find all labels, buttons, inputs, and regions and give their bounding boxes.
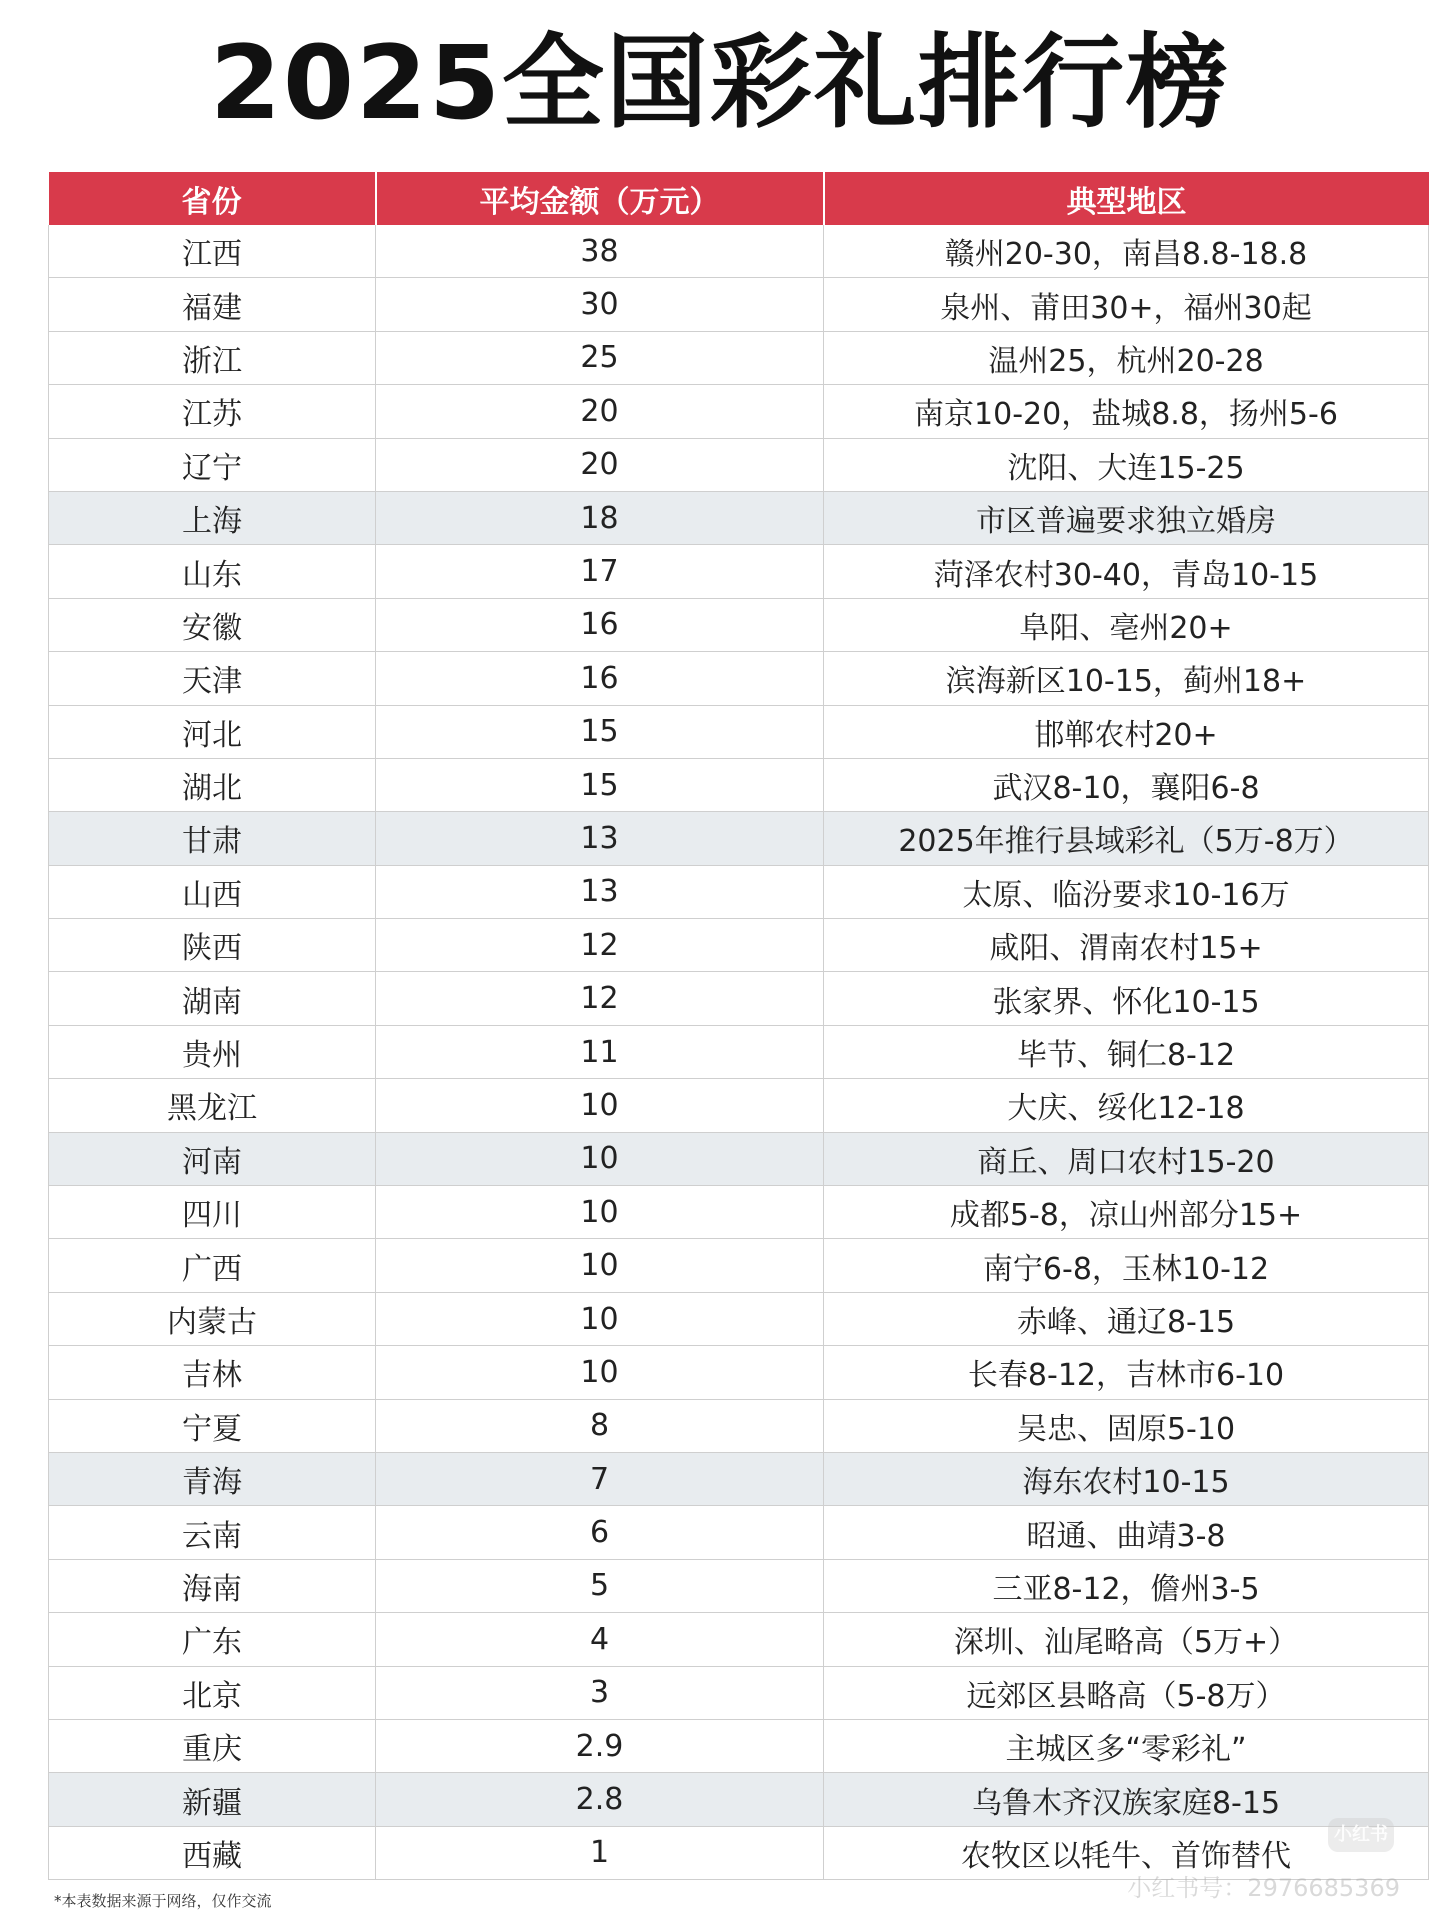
cell-amount: 2.8 (376, 1773, 824, 1826)
ranking-table (48, 172, 1429, 1880)
cell-amount: 4 (376, 1613, 824, 1666)
footnote: *本表数据来源于网络，仅作交流 (54, 1892, 272, 1910)
table-header (49, 172, 1429, 225)
table-row (49, 1292, 1429, 1345)
cell-regions: 吴忠、固原5-10 (824, 1399, 1429, 1452)
cell-amount: 10 (376, 1132, 824, 1185)
cell-province: 上海 (49, 491, 376, 544)
cell-province: 四川 (49, 1186, 376, 1239)
cell-amount: 10 (376, 1186, 824, 1239)
cell-regions: 成都5-8，凉山州部分15+ (824, 1186, 1429, 1239)
watermark-logo: 小红书 (1328, 1818, 1394, 1852)
table-row (49, 705, 1429, 758)
cell-regions: 赣州20-30，南昌8.8-18.8 (824, 225, 1429, 278)
ranking-table-container (48, 172, 1428, 1880)
cell-province: 江西 (49, 225, 376, 278)
cell-regions: 南京10-20，盐城8.8，扬州5-6 (824, 385, 1429, 438)
cell-amount: 38 (376, 225, 824, 278)
page-title: 2025全国彩礼排行榜 (210, 24, 1230, 143)
cell-amount: 7 (376, 1452, 824, 1505)
cell-province: 青海 (49, 1452, 376, 1505)
cell-amount: 12 (376, 972, 824, 1025)
cell-amount: 16 (376, 598, 824, 651)
cell-province: 云南 (49, 1506, 376, 1559)
cell-regions: 泉州、莆田30+，福州30起 (824, 278, 1429, 331)
table-row (49, 385, 1429, 438)
table-row (49, 1079, 1429, 1132)
column-header-province: 省份 (49, 172, 376, 225)
cell-amount: 25 (376, 331, 824, 384)
cell-amount: 12 (376, 919, 824, 972)
cell-regions: 邯郸农村20+ (824, 705, 1429, 758)
cell-province: 安徽 (49, 598, 376, 651)
table-row (49, 652, 1429, 705)
cell-amount: 13 (376, 865, 824, 918)
table-row (49, 972, 1429, 1025)
cell-province: 宁夏 (49, 1399, 376, 1452)
cell-amount: 16 (376, 652, 824, 705)
cell-province: 重庆 (49, 1719, 376, 1772)
cell-province: 河南 (49, 1132, 376, 1185)
cell-regions: 远郊区县略高（5-8万） (824, 1666, 1429, 1719)
cell-amount: 1 (376, 1826, 824, 1879)
cell-amount: 10 (376, 1079, 824, 1132)
header-row (49, 172, 1429, 225)
table-row (49, 1239, 1429, 1292)
cell-regions: 阜阳、亳州20+ (824, 598, 1429, 651)
cell-regions: 大庆、绥化12-18 (824, 1079, 1429, 1132)
cell-regions: 赤峰、通辽8-15 (824, 1292, 1429, 1345)
cell-province: 吉林 (49, 1346, 376, 1399)
cell-province: 海南 (49, 1559, 376, 1612)
cell-amount: 11 (376, 1025, 824, 1078)
table-row (49, 1506, 1429, 1559)
cell-amount: 2.9 (376, 1719, 824, 1772)
table-row (49, 598, 1429, 651)
cell-province: 浙江 (49, 331, 376, 384)
cell-regions: 毕节、铜仁8-12 (824, 1025, 1429, 1078)
table-row (49, 545, 1429, 598)
cell-regions: 太原、临汾要求10-16万 (824, 865, 1429, 918)
cell-regions: 深圳、汕尾略高（5万+） (824, 1613, 1429, 1666)
table-row (49, 865, 1429, 918)
cell-regions: 三亚8-12，儋州3-5 (824, 1559, 1429, 1612)
table-row (49, 1719, 1429, 1772)
table-row (49, 278, 1429, 331)
table-row (49, 1452, 1429, 1505)
cell-amount: 10 (376, 1346, 824, 1399)
cell-province: 湖南 (49, 972, 376, 1025)
table-body (49, 225, 1429, 1880)
cell-amount: 18 (376, 491, 824, 544)
table-row (49, 1186, 1429, 1239)
watermark-text: 小红书号：2976685369 (1127, 1874, 1400, 1902)
cell-regions: 商丘、周口农村15-20 (824, 1132, 1429, 1185)
cell-regions: 市区普遍要求独立婚房 (824, 491, 1429, 544)
cell-province: 辽宁 (49, 438, 376, 491)
cell-amount: 20 (376, 385, 824, 438)
cell-regions: 乌鲁木齐汉族家庭8-15 (824, 1773, 1429, 1826)
cell-amount: 10 (376, 1239, 824, 1292)
cell-amount: 8 (376, 1399, 824, 1452)
cell-province: 西藏 (49, 1826, 376, 1879)
cell-province: 陕西 (49, 919, 376, 972)
cell-amount: 30 (376, 278, 824, 331)
table-row (49, 1613, 1429, 1666)
cell-province: 贵州 (49, 1025, 376, 1078)
cell-regions: 农牧区以牦牛、首饰替代 (824, 1826, 1429, 1879)
table-row (49, 225, 1429, 278)
cell-amount: 13 (376, 812, 824, 865)
cell-province: 天津 (49, 652, 376, 705)
table-row (49, 1773, 1429, 1826)
table-row (49, 812, 1429, 865)
cell-regions: 海东农村10-15 (824, 1452, 1429, 1505)
table-row (49, 438, 1429, 491)
cell-regions: 咸阳、渭南农村15+ (824, 919, 1429, 972)
column-header-amount: 平均金额（万元） (376, 172, 824, 225)
table-row (49, 1132, 1429, 1185)
cell-amount: 5 (376, 1559, 824, 1612)
cell-amount: 10 (376, 1292, 824, 1345)
cell-regions: 昭通、曲靖3-8 (824, 1506, 1429, 1559)
table-row (49, 331, 1429, 384)
cell-amount: 6 (376, 1506, 824, 1559)
cell-amount: 20 (376, 438, 824, 491)
table-row (49, 1399, 1429, 1452)
table-row (49, 1025, 1429, 1078)
table-row (49, 919, 1429, 972)
cell-regions: 张家界、怀化10-15 (824, 972, 1429, 1025)
cell-amount: 17 (376, 545, 824, 598)
cell-regions: 滨海新区10-15，蓟州18+ (824, 652, 1429, 705)
cell-province: 内蒙古 (49, 1292, 376, 1345)
cell-regions: 长春8-12，吉林市6-10 (824, 1346, 1429, 1399)
cell-province: 湖北 (49, 758, 376, 811)
cell-regions: 武汉8-10，襄阳6-8 (824, 758, 1429, 811)
cell-province: 山东 (49, 545, 376, 598)
cell-regions: 2025年推行县域彩礼（5万-8万） (824, 812, 1429, 865)
cell-province: 甘肃 (49, 812, 376, 865)
cell-regions: 菏泽农村30-40，青岛10-15 (824, 545, 1429, 598)
cell-amount: 15 (376, 705, 824, 758)
cell-regions: 温州25，杭州20-28 (824, 331, 1429, 384)
cell-province: 北京 (49, 1666, 376, 1719)
table-row (49, 1559, 1429, 1612)
cell-province: 广西 (49, 1239, 376, 1292)
cell-province: 新疆 (49, 1773, 376, 1826)
cell-province: 江苏 (49, 385, 376, 438)
cell-province: 广东 (49, 1613, 376, 1666)
table-row (49, 491, 1429, 544)
cell-province: 山西 (49, 865, 376, 918)
table-row (49, 758, 1429, 811)
cell-regions: 沈阳、大连15-25 (824, 438, 1429, 491)
table-row (49, 1346, 1429, 1399)
cell-amount: 15 (376, 758, 824, 811)
cell-regions: 南宁6-8，玉林10-12 (824, 1239, 1429, 1292)
cell-regions: 主城区多“零彩礼” (824, 1719, 1429, 1772)
cell-amount: 3 (376, 1666, 824, 1719)
table-row (49, 1666, 1429, 1719)
cell-province: 黑龙江 (49, 1079, 376, 1132)
column-header-regions: 典型地区 (824, 172, 1429, 225)
cell-province: 福建 (49, 278, 376, 331)
cell-province: 河北 (49, 705, 376, 758)
